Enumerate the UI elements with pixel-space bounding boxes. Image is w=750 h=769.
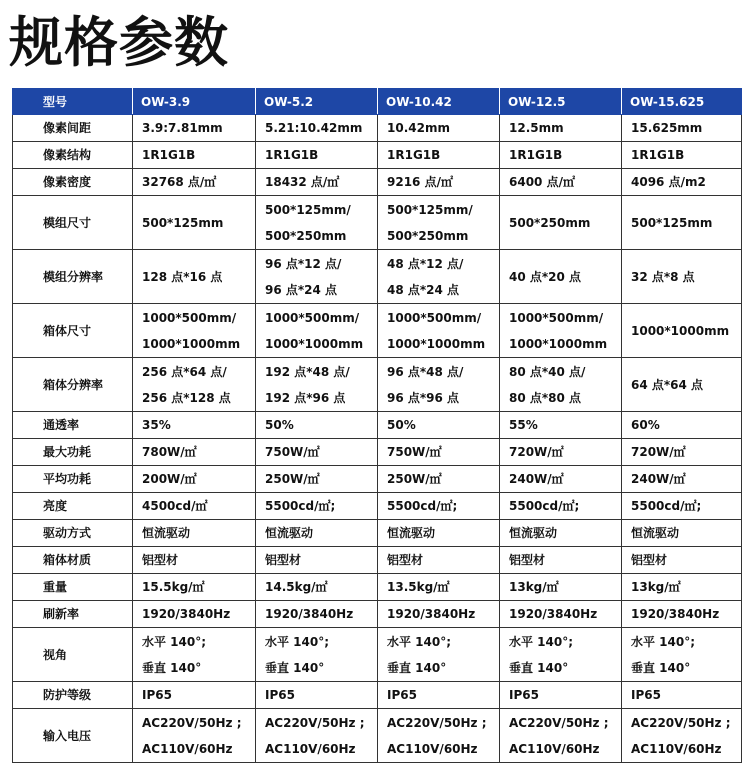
table-row xyxy=(13,628,742,682)
cell-text: 128 点*16 点 xyxy=(142,269,223,284)
table-cell xyxy=(256,169,378,196)
table-cell xyxy=(133,196,256,250)
cell-text: 5500cd/㎡; xyxy=(631,499,702,513)
table-cell xyxy=(133,115,256,142)
table-row xyxy=(13,196,742,250)
cell-text: 5500cd/㎡; xyxy=(509,499,580,513)
table-cell xyxy=(622,547,742,574)
cell-text: 垂直 140° xyxy=(142,660,202,675)
cell-text: 192 点*96 点 xyxy=(265,390,346,405)
table-cell xyxy=(378,304,500,358)
table-cell xyxy=(378,601,500,628)
table-cell xyxy=(500,115,622,142)
cell-text: 192 点*48 点/ xyxy=(265,364,350,379)
cell-text: 64 点*64 点 xyxy=(631,377,704,392)
cell-text: 12.5mm xyxy=(509,121,564,135)
cell-text: 恒流驱动 xyxy=(509,526,558,540)
table-cell xyxy=(133,358,256,412)
header-cell: OW-15.625 xyxy=(622,89,742,115)
row-label: 输入电压 xyxy=(13,709,133,763)
spec-table-body xyxy=(13,115,742,763)
cell-text: AC220V/50Hz ; xyxy=(509,715,609,730)
table-cell xyxy=(622,682,742,709)
table-row xyxy=(13,601,742,628)
cell-text: 500*250mm xyxy=(265,228,347,243)
cell-text: AC110V/60Hz xyxy=(631,741,722,756)
table-cell xyxy=(378,466,500,493)
table-cell xyxy=(256,628,378,682)
table-cell xyxy=(133,601,256,628)
table-cell xyxy=(133,304,256,358)
table-cell xyxy=(500,196,622,250)
table-cell xyxy=(133,493,256,520)
table-cell xyxy=(133,628,256,682)
row-label: 平均功耗 xyxy=(13,466,133,493)
table-row xyxy=(13,547,742,574)
table-row xyxy=(13,439,742,466)
header-cell: OW-5.2 xyxy=(256,89,378,115)
cell-text: 32768 点/㎡ xyxy=(142,175,217,189)
table-cell xyxy=(622,493,742,520)
table-cell xyxy=(500,493,622,520)
cell-text: 240W/㎡ xyxy=(631,472,686,486)
table-row xyxy=(13,493,742,520)
cell-text: 1R1G1B xyxy=(387,148,441,162)
cell-text: 13kg/㎡ xyxy=(631,580,681,594)
cell-text: IP65 xyxy=(142,688,172,702)
cell-text: 750W/㎡ xyxy=(265,445,320,459)
cell-text: AC220V/50Hz ; xyxy=(631,715,731,730)
table-row xyxy=(13,304,742,358)
table-cell xyxy=(378,628,500,682)
table-cell xyxy=(133,520,256,547)
cell-text: AC220V/50Hz ; xyxy=(387,715,487,730)
row-label: 重量 xyxy=(13,574,133,601)
cell-text: 垂直 140° xyxy=(509,660,569,675)
cell-text: 96 点*24 点 xyxy=(265,282,338,297)
cell-text: 96 点*96 点 xyxy=(387,390,460,405)
row-label: 通透率 xyxy=(13,412,133,439)
cell-text: AC110V/60Hz xyxy=(509,741,600,756)
cell-text: 铝型材 xyxy=(509,553,546,567)
table-cell xyxy=(500,709,622,763)
cell-text: 1R1G1B xyxy=(509,148,563,162)
table-row xyxy=(13,250,742,304)
row-label: 视角 xyxy=(13,628,133,682)
table-cell xyxy=(378,169,500,196)
table-cell xyxy=(622,358,742,412)
cell-text: AC110V/60Hz xyxy=(142,741,233,756)
table-cell xyxy=(133,574,256,601)
cell-text: 500*125mm xyxy=(631,215,713,230)
table-cell xyxy=(256,520,378,547)
table-cell xyxy=(133,169,256,196)
cell-text: 垂直 140° xyxy=(265,660,325,675)
table-row xyxy=(13,709,742,763)
cell-text: 1000*1000mm xyxy=(387,336,486,351)
row-label: 像素结构 xyxy=(13,142,133,169)
table-cell xyxy=(378,412,500,439)
table-cell xyxy=(622,304,742,358)
table-cell xyxy=(256,439,378,466)
cell-text: 1000*500mm/ xyxy=(142,310,237,325)
table-cell xyxy=(133,466,256,493)
table-cell xyxy=(256,682,378,709)
row-label: 最大功耗 xyxy=(13,439,133,466)
cell-text: 恒流驱动 xyxy=(631,526,680,540)
cell-text: 500*125mm/ xyxy=(387,202,473,217)
table-cell xyxy=(622,115,742,142)
cell-text: IP65 xyxy=(509,688,539,702)
table-row xyxy=(13,358,742,412)
cell-text: IP65 xyxy=(631,688,661,702)
cell-text: 750W/㎡ xyxy=(387,445,442,459)
table-row xyxy=(13,169,742,196)
table-cell xyxy=(256,709,378,763)
cell-text: 14.5kg/㎡ xyxy=(265,580,328,594)
table-cell xyxy=(256,493,378,520)
cell-text: 铝型材 xyxy=(387,553,424,567)
table-cell xyxy=(378,115,500,142)
table-cell xyxy=(256,601,378,628)
table-cell xyxy=(622,709,742,763)
cell-text: 恒流驱动 xyxy=(142,526,191,540)
row-label: 刷新率 xyxy=(13,601,133,628)
table-cell xyxy=(500,466,622,493)
cell-text: AC110V/60Hz xyxy=(387,741,478,756)
table-cell xyxy=(622,142,742,169)
table-cell xyxy=(622,628,742,682)
cell-text: 1920/3840Hz xyxy=(387,607,476,621)
cell-text: 80 点*40 点/ xyxy=(509,364,586,379)
table-cell xyxy=(500,250,622,304)
cell-text: 256 点*128 点 xyxy=(142,390,231,405)
table-cell xyxy=(256,358,378,412)
cell-text: 96 点*48 点/ xyxy=(387,364,464,379)
cell-text: 250W/㎡ xyxy=(265,472,320,486)
table-cell xyxy=(622,196,742,250)
cell-text: AC110V/60Hz xyxy=(265,741,356,756)
table-cell xyxy=(378,547,500,574)
cell-text: AC220V/50Hz ; xyxy=(265,715,365,730)
cell-text: 240W/㎡ xyxy=(509,472,564,486)
cell-text: 780W/㎡ xyxy=(142,445,197,459)
table-row xyxy=(13,412,742,439)
cell-text: 1000*1000mm xyxy=(142,336,241,351)
cell-text: 18432 点/㎡ xyxy=(265,175,340,189)
header-cell: OW-10.42 xyxy=(378,89,500,115)
row-label: 驱动方式 xyxy=(13,520,133,547)
cell-text: 96 点*12 点/ xyxy=(265,256,342,271)
cell-text: 500*250mm xyxy=(387,228,469,243)
cell-text: 5500cd/㎡; xyxy=(265,499,336,513)
cell-text: 50% xyxy=(387,418,416,432)
cell-text: 水平 140°; xyxy=(631,634,696,649)
table-cell xyxy=(500,142,622,169)
row-label: 箱体材质 xyxy=(13,547,133,574)
table-cell xyxy=(133,547,256,574)
cell-text: 铝型材 xyxy=(265,553,302,567)
cell-text: 垂直 140° xyxy=(631,660,691,675)
table-row xyxy=(13,574,742,601)
header-cell: OW-3.9 xyxy=(133,89,256,115)
table-row xyxy=(13,115,742,142)
cell-text: 恒流驱动 xyxy=(265,526,314,540)
table-cell xyxy=(256,466,378,493)
cell-text: 恒流驱动 xyxy=(387,526,436,540)
table-cell xyxy=(133,439,256,466)
spec-table xyxy=(12,88,742,763)
cell-text: 500*125mm/ xyxy=(265,202,351,217)
cell-text: 垂直 140° xyxy=(387,660,447,675)
cell-text: 13kg/㎡ xyxy=(509,580,559,594)
table-cell xyxy=(133,142,256,169)
cell-text: 60% xyxy=(631,418,660,432)
table-cell xyxy=(256,196,378,250)
table-row xyxy=(13,682,742,709)
cell-text: 4096 点/m2 xyxy=(631,175,706,189)
cell-text: 256 点*64 点/ xyxy=(142,364,227,379)
table-cell xyxy=(500,520,622,547)
cell-text: 水平 140°; xyxy=(142,634,207,649)
table-cell xyxy=(256,250,378,304)
cell-text: 1920/3840Hz xyxy=(265,607,354,621)
cell-text: 40 点*20 点 xyxy=(509,269,582,284)
cell-text: 1920/3840Hz xyxy=(509,607,598,621)
table-cell xyxy=(378,709,500,763)
cell-text: 200W/㎡ xyxy=(142,472,197,486)
cell-text: 80 点*80 点 xyxy=(509,390,582,405)
cell-text: 5500cd/㎡; xyxy=(387,499,458,513)
row-label: 像素密度 xyxy=(13,169,133,196)
table-cell xyxy=(500,358,622,412)
cell-text: 500*125mm xyxy=(142,215,224,230)
table-cell xyxy=(133,412,256,439)
row-label: 箱体尺寸 xyxy=(13,304,133,358)
row-label: 防护等级 xyxy=(13,682,133,709)
header-cell-model: 型号 xyxy=(13,89,133,115)
row-label: 亮度 xyxy=(13,493,133,520)
table-cell xyxy=(622,574,742,601)
cell-text: 720W/㎡ xyxy=(631,445,686,459)
table-cell xyxy=(256,574,378,601)
table-cell xyxy=(622,439,742,466)
table-cell xyxy=(500,601,622,628)
cell-text: 1000*500mm/ xyxy=(387,310,482,325)
table-cell xyxy=(500,682,622,709)
table-cell xyxy=(378,250,500,304)
table-header-row xyxy=(13,89,742,115)
table-cell xyxy=(133,250,256,304)
table-cell xyxy=(256,304,378,358)
cell-text: 1R1G1B xyxy=(142,148,196,162)
table-cell xyxy=(378,142,500,169)
table-cell xyxy=(256,115,378,142)
table-row xyxy=(13,520,742,547)
cell-text: 1000*500mm/ xyxy=(265,310,360,325)
table-cell xyxy=(500,169,622,196)
cell-text: 水平 140°; xyxy=(265,634,330,649)
cell-text: 1R1G1B xyxy=(631,148,685,162)
table-cell xyxy=(378,358,500,412)
cell-text: IP65 xyxy=(387,688,417,702)
table-cell xyxy=(256,142,378,169)
cell-text: 50% xyxy=(265,418,294,432)
table-cell xyxy=(500,412,622,439)
cell-text: 500*250mm xyxy=(509,215,591,230)
table-cell xyxy=(378,439,500,466)
cell-text: IP65 xyxy=(265,688,295,702)
table-cell xyxy=(378,574,500,601)
cell-text: 9216 点/㎡ xyxy=(387,175,453,189)
cell-text: 15.625mm xyxy=(631,121,703,135)
table-row xyxy=(13,142,742,169)
table-cell xyxy=(378,682,500,709)
row-label: 模组尺寸 xyxy=(13,196,133,250)
table-cell xyxy=(622,412,742,439)
table-cell xyxy=(378,493,500,520)
cell-text: 1920/3840Hz xyxy=(631,607,720,621)
header-cell: OW-12.5 xyxy=(500,89,622,115)
cell-text: 1000*1000mm xyxy=(265,336,364,351)
cell-text: 5.21:10.42mm xyxy=(265,121,363,135)
cell-text: 720W/㎡ xyxy=(509,445,564,459)
page-title: 规格参数 xyxy=(9,11,229,74)
cell-text: 10.42mm xyxy=(387,121,450,135)
table-cell xyxy=(622,520,742,547)
table-cell xyxy=(622,250,742,304)
cell-text: 3.9:7.81mm xyxy=(142,121,223,135)
table-cell xyxy=(378,196,500,250)
table-cell xyxy=(256,547,378,574)
row-label: 箱体分辨率 xyxy=(13,358,133,412)
cell-text: 35% xyxy=(142,418,171,432)
cell-text: 55% xyxy=(509,418,538,432)
table-cell xyxy=(378,520,500,547)
table-cell xyxy=(622,466,742,493)
cell-text: 1000*500mm/ xyxy=(509,310,604,325)
table-cell xyxy=(500,574,622,601)
cell-text: 48 点*12 点/ xyxy=(387,256,464,271)
cell-text: 32 点*8 点 xyxy=(631,269,695,284)
table-cell xyxy=(256,412,378,439)
cell-text: 铝型材 xyxy=(631,553,668,567)
cell-text: 6400 点/㎡ xyxy=(509,175,575,189)
table-cell xyxy=(133,682,256,709)
cell-text: 水平 140°; xyxy=(509,634,574,649)
table-cell xyxy=(622,169,742,196)
cell-text: 48 点*24 点 xyxy=(387,282,460,297)
cell-text: 1920/3840Hz xyxy=(142,607,231,621)
table-cell xyxy=(500,304,622,358)
row-label: 像素间距 xyxy=(13,115,133,142)
row-label: 模组分辨率 xyxy=(13,250,133,304)
table-row xyxy=(13,466,742,493)
cell-text: 1000*1000mm xyxy=(509,336,608,351)
cell-text: 1000*1000mm xyxy=(631,323,730,338)
table-cell xyxy=(500,547,622,574)
cell-text: 1R1G1B xyxy=(265,148,319,162)
cell-text: 15.5kg/㎡ xyxy=(142,580,205,594)
cell-text: 水平 140°; xyxy=(387,634,452,649)
cell-text: AC220V/50Hz ; xyxy=(142,715,242,730)
cell-text: 铝型材 xyxy=(142,553,179,567)
table-cell xyxy=(133,709,256,763)
cell-text: 250W/㎡ xyxy=(387,472,442,486)
table-cell xyxy=(500,628,622,682)
table-cell xyxy=(622,601,742,628)
cell-text: 4500cd/㎡ xyxy=(142,499,208,513)
table-cell xyxy=(500,439,622,466)
cell-text: 13.5kg/㎡ xyxy=(387,580,450,594)
